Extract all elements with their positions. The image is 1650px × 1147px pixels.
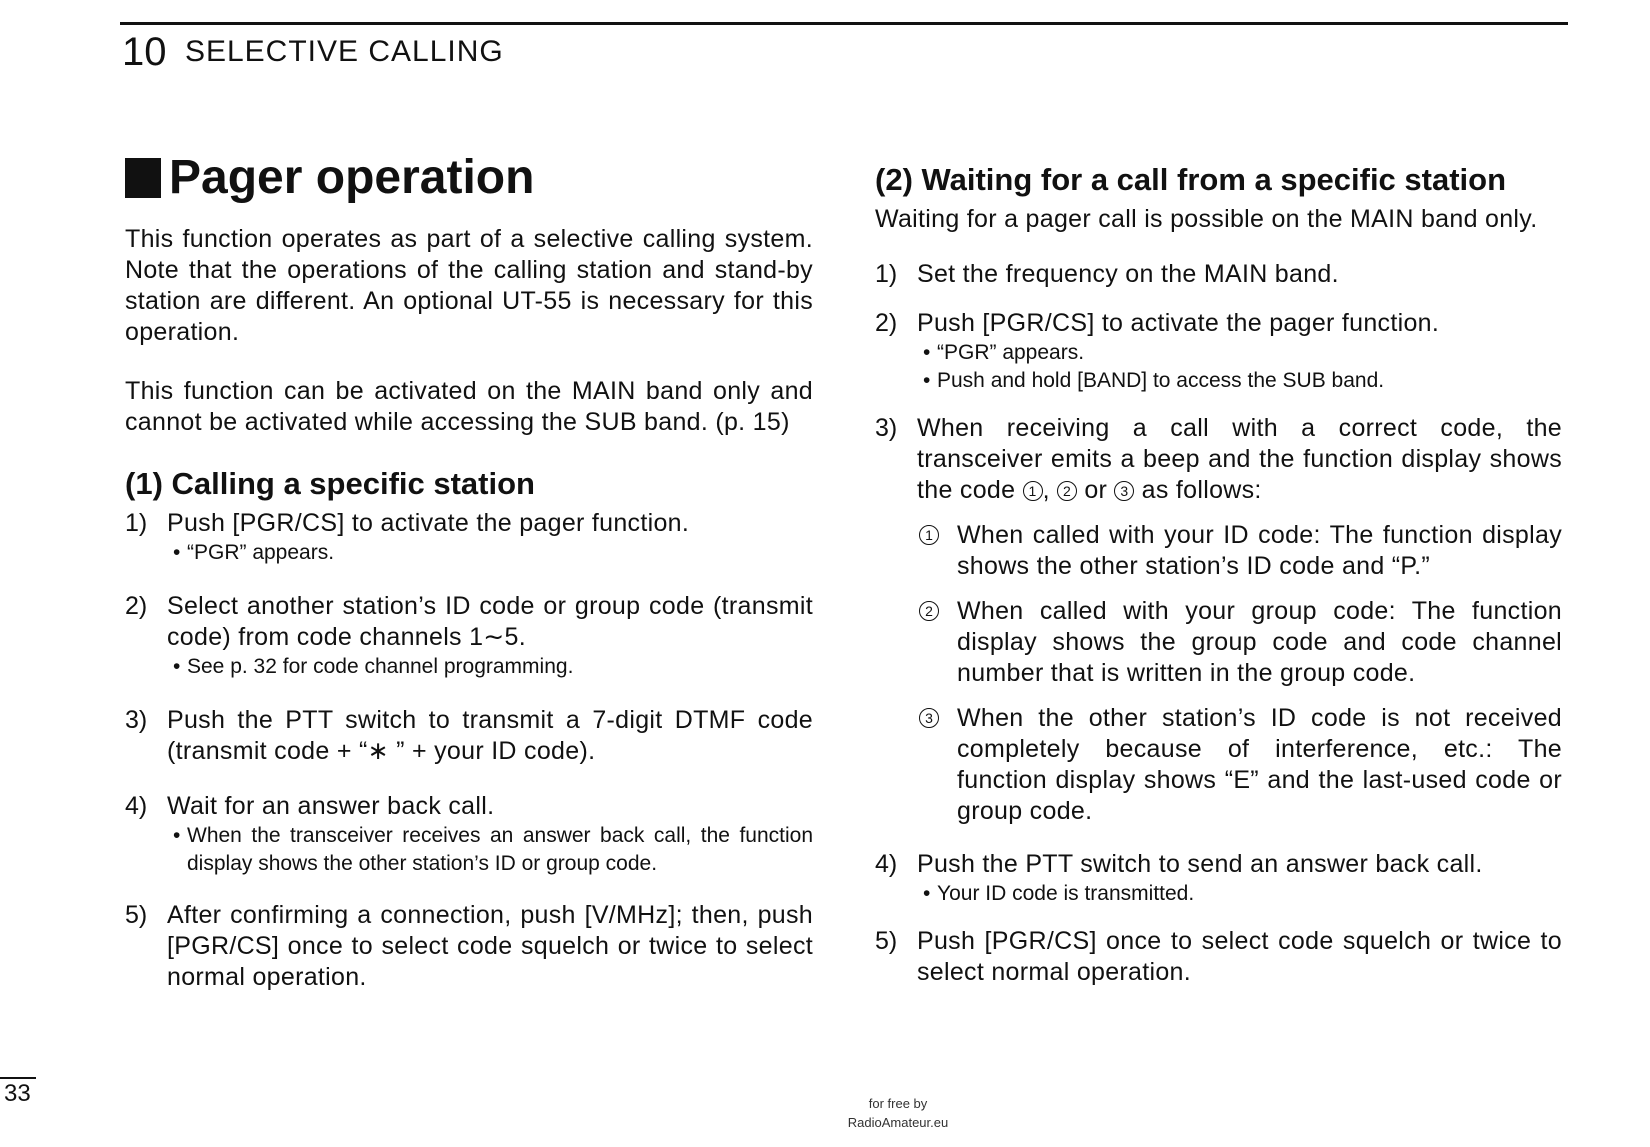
right-substep-3 bbox=[917, 703, 1562, 827]
step-text: Select another station’s ID code or group code (transmit code) from code channels 1∼5. bbox=[167, 592, 813, 651]
substep-text: When called with your ID code: The function display shows the other station’s ID code and “P.” bbox=[957, 521, 1562, 580]
left-step-3 bbox=[125, 705, 813, 767]
footer-line-2: RadioAmateur.eu bbox=[847, 1115, 949, 1130]
step-text bbox=[917, 413, 1562, 506]
step-text-b: as follows: bbox=[1141, 476, 1262, 504]
step-number: 5) bbox=[875, 927, 898, 955]
chapter-title: SELECTIVE CALLING bbox=[184, 35, 504, 68]
circled-3-icon: 3 bbox=[919, 708, 939, 728]
left-step-4 bbox=[125, 791, 813, 878]
left-column bbox=[125, 150, 813, 993]
right-step-5 bbox=[875, 926, 1562, 988]
right-column bbox=[875, 160, 1562, 988]
left-step-1 bbox=[125, 508, 813, 567]
step-number: 3) bbox=[875, 414, 898, 442]
step-text: Set the frequency on the MAIN band. bbox=[917, 260, 1339, 288]
circled-1-icon: 1 bbox=[1023, 481, 1043, 501]
right-intro: Waiting for a pager call is possible on the MAIN band only. bbox=[875, 205, 1538, 233]
left-step-2 bbox=[125, 591, 813, 681]
step-number: 2) bbox=[875, 309, 898, 337]
header-rule bbox=[120, 22, 1568, 25]
circled-3-icon: 3 bbox=[1114, 481, 1134, 501]
substep-text: When called with your group code: The function display shows the group code and code channel number that is written in the group code. bbox=[957, 597, 1562, 687]
step-bullet: • Your ID code is transmitted. bbox=[917, 880, 1562, 908]
substep-text: When the other station’s ID code is not received completely because of interference, etc.: The function display shows “E” and the last-used code or group code. bbox=[957, 704, 1562, 825]
intro-paragraph-1: This function operates as part of a selective calling system. Note that the operations of the calling station and stand-by station are different. An optional UT-55 is necessary for this operation. bbox=[125, 225, 813, 346]
separator-or: or bbox=[1084, 476, 1108, 504]
right-step-4 bbox=[875, 849, 1562, 908]
right-step-1 bbox=[875, 259, 1562, 290]
step-text: Push the PTT switch to send an answer back call. bbox=[917, 850, 1483, 878]
step-text-a: When receiving a call with a correct code, the transceiver emits a beep and the function display shows the code bbox=[917, 414, 1562, 504]
step-number: 3) bbox=[125, 706, 148, 734]
step-text: Push the PTT switch to transmit a 7-digit DTMF code (transmit code + “∗ ” + your ID code). bbox=[167, 706, 813, 765]
step-number: 4) bbox=[125, 792, 148, 820]
step-number: 4) bbox=[875, 850, 898, 878]
chapter-number: 10 bbox=[122, 30, 167, 74]
left-step-5 bbox=[125, 900, 813, 993]
step-text: Push [PGR/CS] once to select code squelch or twice to select normal operation. bbox=[917, 927, 1562, 986]
step-bullet: • Push and hold [BAND] to access the SUB band. bbox=[917, 367, 1562, 395]
footer-line-1: for free by bbox=[868, 1096, 928, 1111]
step-text: Push [PGR/CS] to activate the pager function. bbox=[167, 509, 690, 537]
page-number-rule bbox=[0, 1077, 36, 1079]
footer-credit bbox=[838, 1094, 958, 1132]
step-text: After confirming a connection, push [V/MHz]; then, push [PGR/CS] once to select code squelch or twice to select normal operation. bbox=[167, 901, 813, 991]
intro-paragraph-2: This function can be activated on the MAIN band only and cannot be activated while accessing the SUB band. (p. 15) bbox=[125, 377, 813, 436]
chapter-header bbox=[122, 30, 504, 75]
right-substep-1 bbox=[917, 520, 1562, 582]
step-bullet: • “PGR” appears. bbox=[167, 539, 813, 567]
step-number: 5) bbox=[125, 901, 148, 929]
step-number: 1) bbox=[125, 509, 148, 537]
step-number: 1) bbox=[875, 260, 898, 288]
step-text: Wait for an answer back call. bbox=[167, 792, 495, 820]
page-heading-text: Pager operation bbox=[169, 151, 535, 204]
page-number: 33 bbox=[4, 1080, 31, 1107]
circled-1-icon: 1 bbox=[919, 525, 939, 545]
right-substep-2 bbox=[917, 596, 1562, 689]
step-bullet: • “PGR” appears. bbox=[917, 339, 1562, 367]
circled-2-icon: 2 bbox=[1057, 481, 1077, 501]
page-heading bbox=[125, 150, 813, 206]
heading-square-icon bbox=[125, 158, 161, 198]
right-step-2 bbox=[875, 308, 1562, 395]
circled-2-icon: 2 bbox=[919, 601, 939, 621]
section-title-waiting: (2) Waiting for a call from a specific station bbox=[875, 162, 1507, 197]
step-number: 2) bbox=[125, 592, 148, 620]
section-title-calling: (1) Calling a specific station bbox=[125, 466, 535, 501]
separator-comma: , bbox=[1042, 476, 1050, 504]
step-bullet: • When the transceiver receives an answer back call, the function display shows the other station’s ID or group code. bbox=[167, 822, 813, 878]
right-step-3 bbox=[875, 413, 1562, 506]
step-text: Push [PGR/CS] to activate the pager function. bbox=[917, 309, 1440, 337]
step-bullet: • See p. 32 for code channel programming. bbox=[167, 653, 813, 681]
